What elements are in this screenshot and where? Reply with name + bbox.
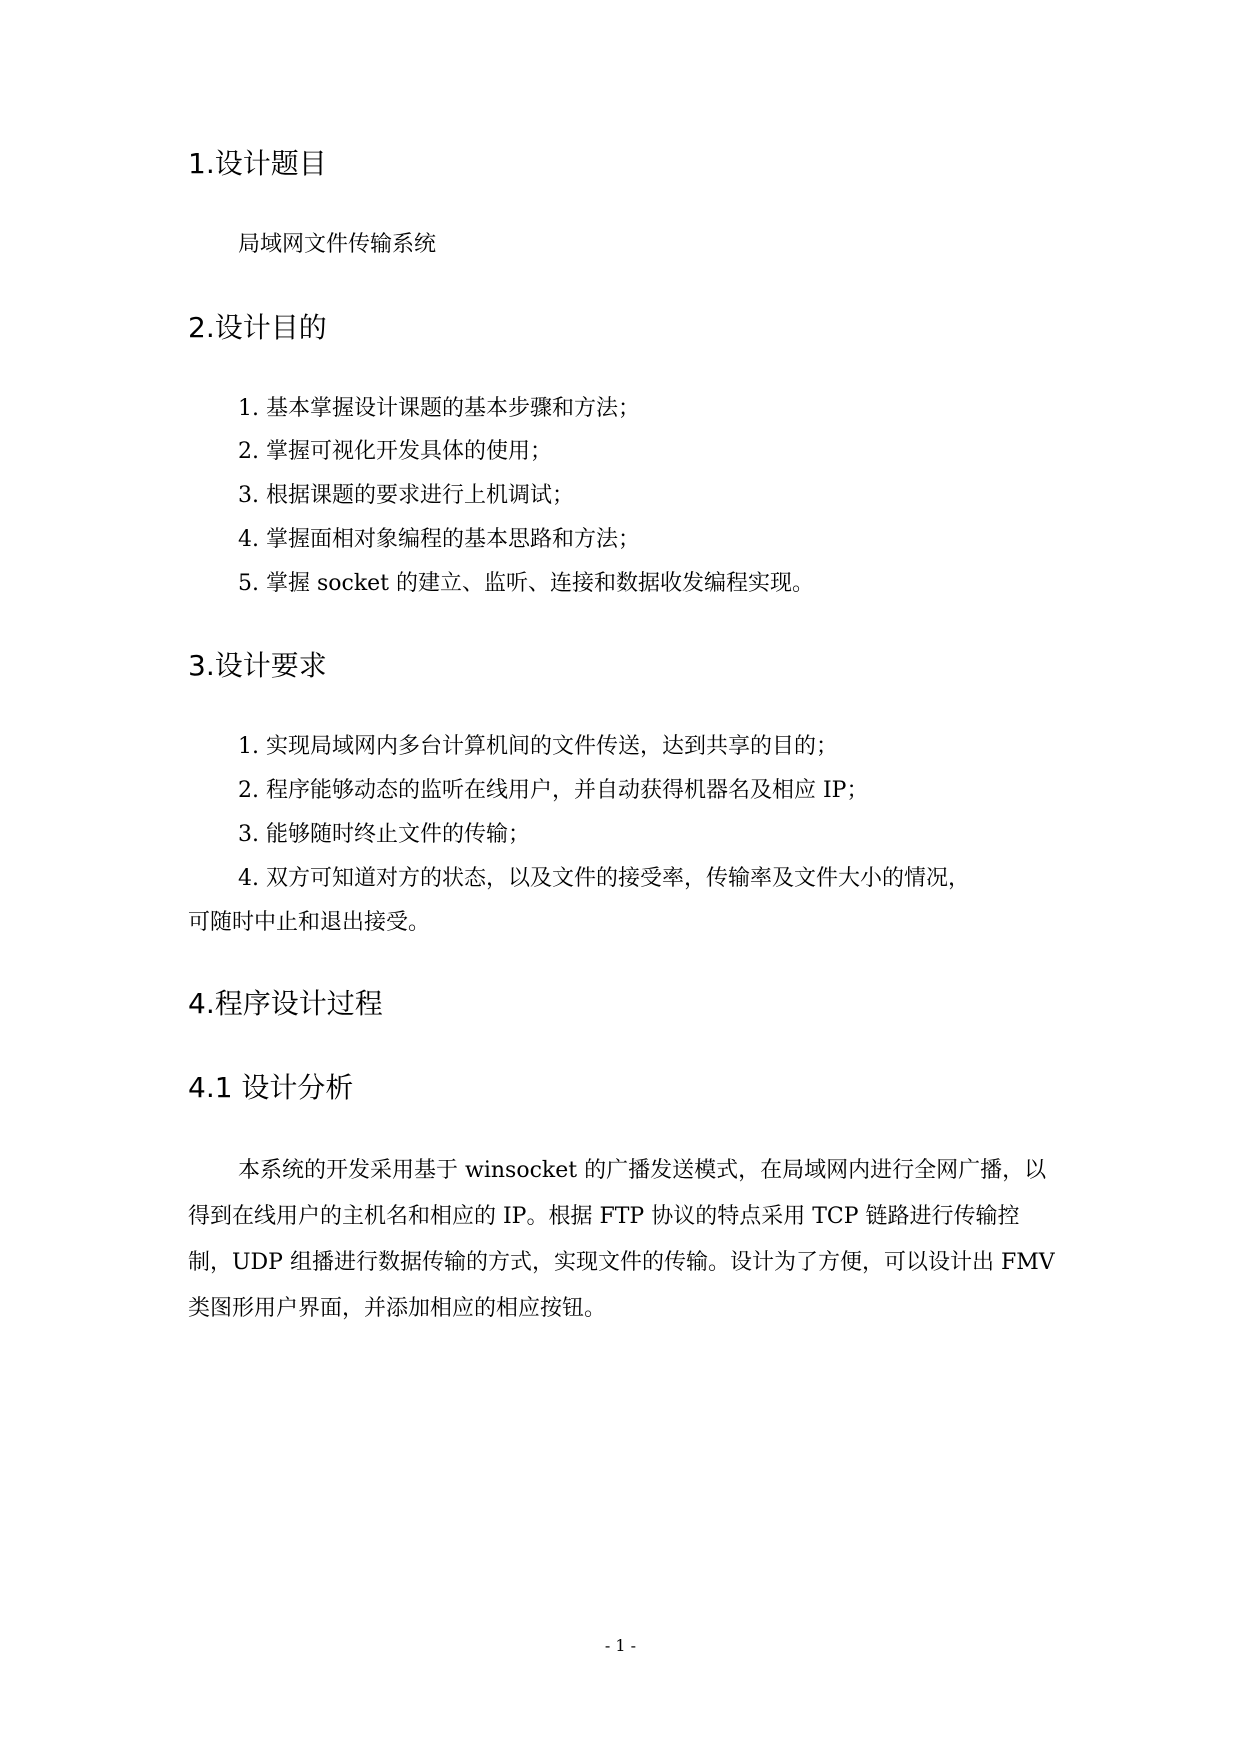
purpose-item-3: 3. 根据课题的要求进行上机调试；: [238, 483, 574, 508]
purpose-item-4: 4. 掌握面相对象编程的基本思路和方法；: [238, 527, 640, 552]
purpose-item-5: 5. 掌握 socket 的建立、监听、连接和数据收发编程实现。: [238, 571, 815, 596]
purpose-item-2: 2. 掌握可视化开发具体的使用；: [238, 439, 552, 464]
requirement-item-4-line-2: 可随时中止和退出接受。: [188, 910, 431, 935]
purpose-item-1: 1. 基本掌握设计课题的基本步骤和方法；: [238, 396, 640, 421]
section-heading-design-requirements: 3.设计要求: [188, 649, 327, 682]
page-number: - 1 -: [604, 1636, 637, 1655]
section-heading-program-design: 4.程序设计过程: [188, 987, 383, 1020]
requirement-item-2: 2. 程序能够动态的监听在线用户，并自动获得机器名及相应 IP；: [238, 778, 869, 803]
requirement-item-4-line-1: 4. 双方可知道对方的状态，以及文件的接受率，传输率及文件大小的情况，: [238, 866, 970, 891]
design-analysis-paragraph: 本系统的开发采用基于 winsocket 的广播发送模式，在局域网内进行全网广播，以得到在线用户的主机名和相应的 IP。根据 FTP 协议的特点采用 TCP 链路进行传输控制，UDP 组播进行数据传输的方式，实现文件的传输。设计为了方便，可以设计出 FMV 类图形用户界面，并添加相应的相应按钮。: [188, 1158, 1055, 1321]
section-heading-design-topic: 1.设计题目: [188, 147, 327, 180]
section-heading-design-purpose: 2.设计目的: [188, 311, 327, 344]
requirement-item-3: 3. 能够随时终止文件的传输；: [238, 822, 530, 847]
requirement-item-1: 1. 实现局域网内多台计算机间的文件传送，达到共享的目的；: [238, 734, 838, 759]
design-topic-text: 局域网文件传输系统: [238, 232, 437, 257]
section-heading-design-analysis: 4.1 设计分析: [188, 1071, 354, 1104]
